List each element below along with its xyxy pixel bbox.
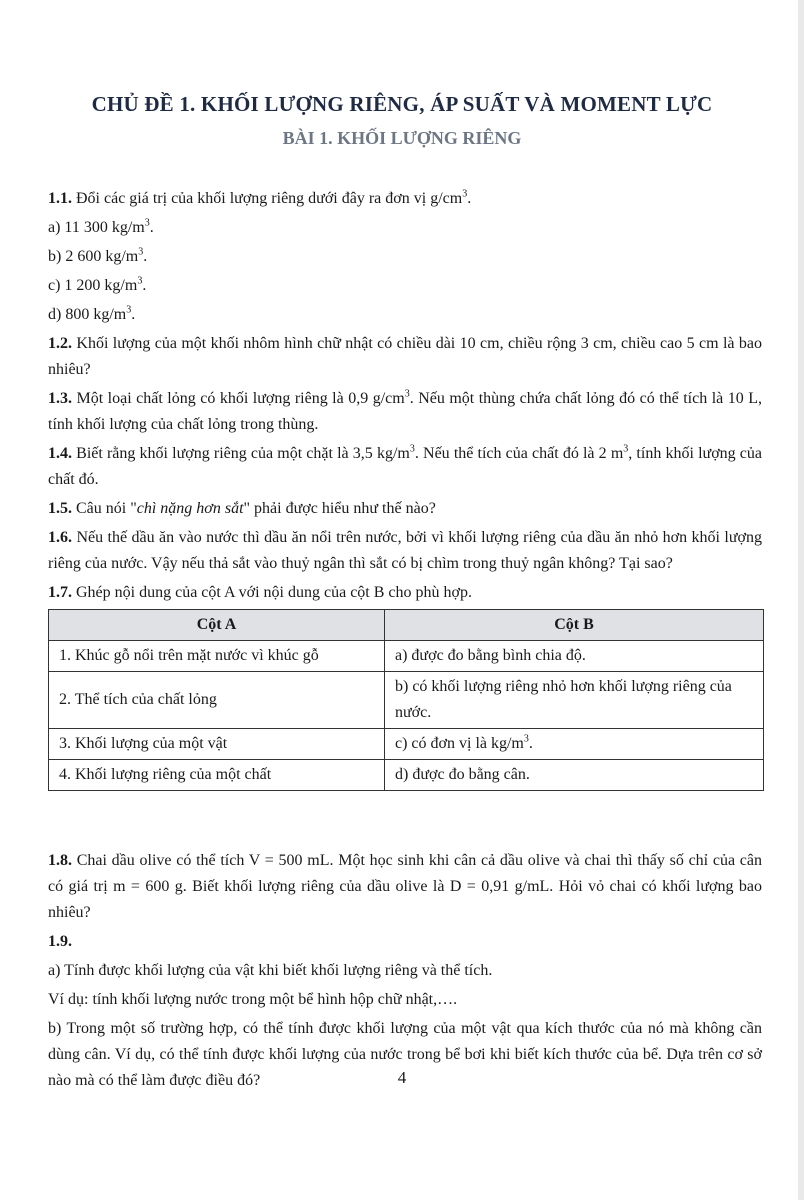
table-header: Cột A bbox=[49, 610, 385, 641]
exercises bbox=[48, 186, 762, 791]
table-header: Cột B bbox=[385, 610, 764, 641]
table-cell: d) được đo bằng cân. bbox=[385, 760, 764, 791]
question-1-8: 1.8. Chai dầu olive có thể tích V = 500 mL. Một học sinh khi cân cả dầu olive và chai thì thấy số chỉ của cân có giá trị m = 600 g. Biết khối lượng riêng của dầu olive là D = 0,91 g/mL. Hỏi vỏ chai có khối lượng bao nhiêu? bbox=[48, 852, 762, 921]
question-1-9-example: Ví dụ: tính khối lượng nước trong một bể hình hộp chữ nhật,…. bbox=[48, 991, 458, 1008]
table-row bbox=[49, 729, 764, 760]
table-cell: c) có đơn vị là $kg/m^3$. bbox=[385, 729, 764, 760]
table-cell: 1. Khúc gỗ nổi trên mặt nước vì khúc gỗ bbox=[49, 641, 385, 672]
table-row bbox=[49, 672, 764, 729]
question-1-9: 1.9. bbox=[48, 933, 72, 950]
question-1-9-b: b) Trong một số trường hợp, có thể tính được khối lượng của một vật qua kích thước của nó mà không cần dùng cân. Ví dụ, có thể tính được khối lượng của nước trong bể bơi khi biết kích thước của bể. Dựa trên cơ sở nào mà có thể làm được điều đó? bbox=[48, 1020, 762, 1089]
question-1-3: 1.3. Một loại chất lỏng có khối lượng riêng là 0,9 $g/cm^3$. Nếu một thùng chứa chất lỏng đó có thể tích là 10 L, tính khối lượng của chất lỏng trong thùng. bbox=[48, 388, 763, 433]
option-a: a) 11 300 $kg/m^3$. bbox=[48, 217, 154, 236]
table-cell: 4. Khối lượng riêng của một chất bbox=[49, 760, 385, 791]
question-1-2: 1.2. Khối lượng của một khối nhôm hình chữ nhật có chiều dài 10 cm, chiều rộng 3 cm, chiều cao 5 cm là bao nhiêu? bbox=[48, 335, 762, 378]
option-b: b) 2 600 $kg/m^3$. bbox=[48, 246, 148, 265]
page-number: 4 bbox=[397, 1068, 407, 1087]
table-cell: b) có khối lượng riêng nhỏ hơn khối lượng riêng của nước. bbox=[385, 672, 764, 729]
matching-table bbox=[48, 609, 764, 791]
table-row bbox=[49, 641, 764, 672]
question-1-5: 1.5. Câu nói "chì nặng hơn sắt" phải được hiểu như thế nào? bbox=[48, 500, 436, 517]
question-1-6: 1.6. Nếu thế dầu ăn vào nước thì dầu ăn nổi trên nước, bởi vì khối lượng riêng của dầu ăn nhỏ hơn khối lượng riêng của nước. Vậy nếu thả sắt vào thuỷ ngân thì sắt có bị chìm trong thuỷ ngân không? Tại sao? bbox=[48, 529, 763, 572]
question-1-7: 1.7. Ghép nội dung của cột A với nội dung của cột B cho phù hợp. bbox=[48, 584, 472, 601]
lesson-title: BÀI 1. KHỐI LƯỢNG RIÊNG bbox=[282, 128, 522, 148]
table-header-row bbox=[49, 610, 764, 641]
table-cell: 3. Khối lượng của một vật bbox=[49, 729, 385, 760]
table-row bbox=[49, 760, 764, 791]
table-cell: a) được đo bằng bình chia độ. bbox=[385, 641, 764, 672]
page-edge bbox=[798, 0, 804, 1200]
option-d: d) 800 $kg/m^3$. bbox=[48, 304, 136, 323]
option-c: c) 1 200 $kg/m^3$. bbox=[48, 275, 147, 294]
question-1-1: 1.1. Đổi các giá trị của khối lượng riêng dưới đây ra đơn vị $g/cm^3$. bbox=[48, 188, 472, 207]
table-cell: 2. Thể tích của chất lỏng bbox=[49, 672, 385, 729]
question-1-9-a: a) Tính được khối lượng của vật khi biết khối lượng riêng và thể tích. bbox=[48, 962, 493, 979]
question-1-4: 1.4. Biết rằng khối lượng riêng của một chặt là 3,5 $kg/m^3$. Nếu thể tích của chất đó là 2 $m^3$, tính khối lượng của chất đó. bbox=[48, 443, 763, 488]
chapter-title: CHỦ ĐỀ 1. KHỐI LƯỢNG RIÊNG, ÁP SUẤT VÀ MOMENT LỰC bbox=[91, 92, 713, 116]
exercises-continued bbox=[48, 848, 762, 1097]
